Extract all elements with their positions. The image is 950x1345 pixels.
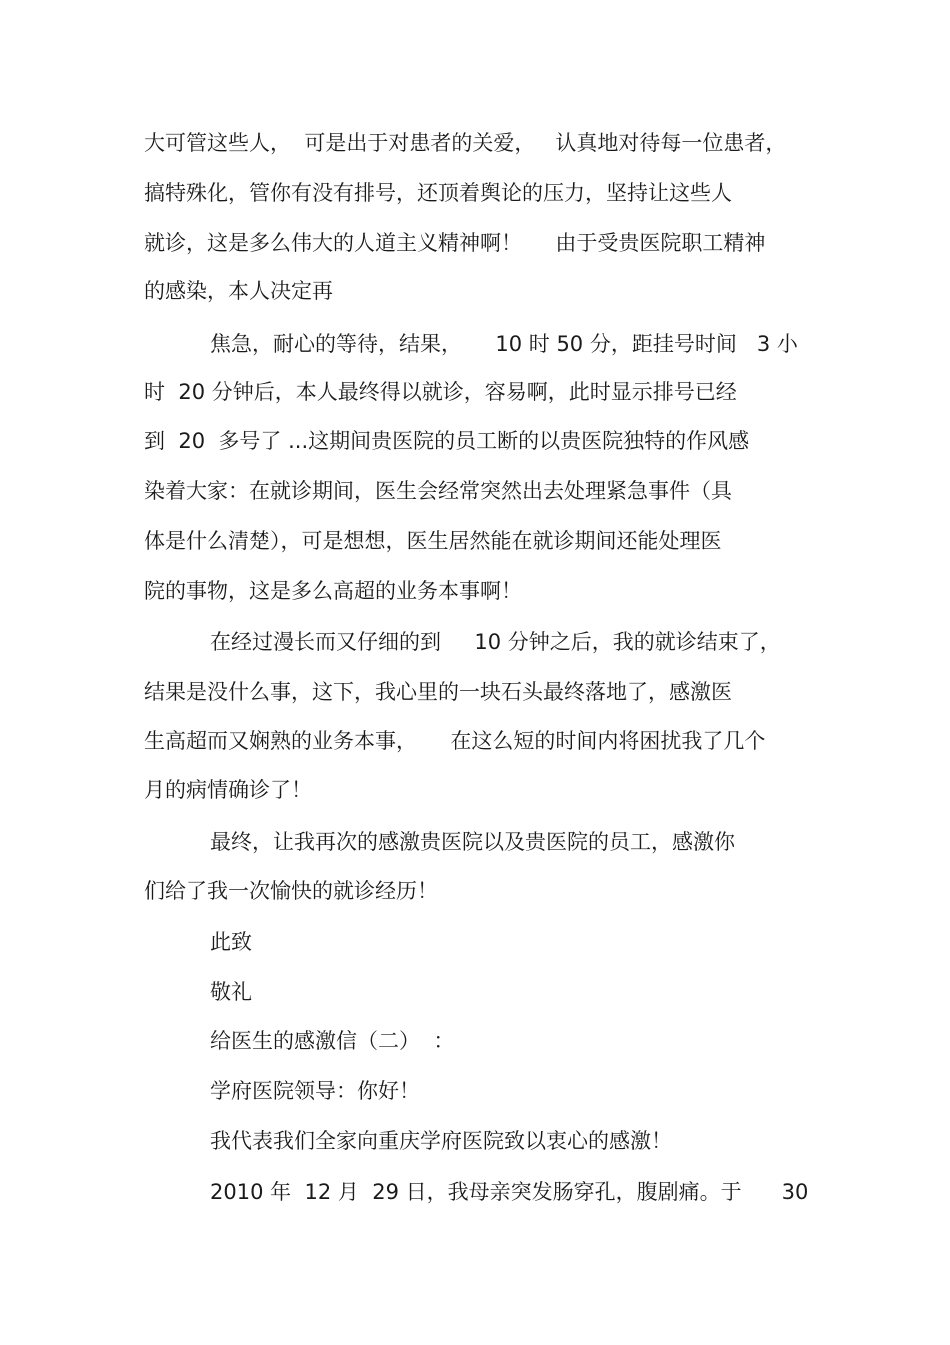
text-line: 们给了我一次愉快的就诊经历！ bbox=[144, 879, 438, 903]
text-line: 学府医院领导：你好！ bbox=[210, 1079, 420, 1103]
text-line: 此致 bbox=[210, 930, 252, 954]
text-line: 体是什么清楚），可是想想，医生居然能在就诊期间还能处理医 bbox=[144, 529, 722, 553]
text-line: 到 20 多号了 ...这期间贵医院的员工断的以贵医院独特的作风感 bbox=[144, 429, 750, 453]
text-line: 敬礼 bbox=[210, 980, 252, 1004]
text-line: 就诊，这是多么伟大的人道主义精神啊！ 由于受贵医院职工精神 bbox=[144, 231, 766, 255]
text-line: 大可管这些人， 可是出于对患者的关爱， 认真地对待每一位患者， bbox=[144, 131, 787, 155]
text-line: 院的事物，这是多么高超的业务本事啊！ bbox=[144, 579, 522, 603]
text-line: 生高超而又娴熟的业务本事， 在这么短的时间内将困扰我了几个 bbox=[144, 729, 766, 753]
text-line: 我代表我们全家向重庆学府医院致以衷心的感激！ bbox=[210, 1129, 672, 1153]
text-line: 月的病情确诊了！ bbox=[144, 778, 312, 802]
text-line: 染着大家：在就诊期间，医生会经常突然出去处理紧急事件（具 bbox=[144, 479, 732, 503]
text-line: 结果是没什么事，这下，我心里的一块石头最终落地了，感激医 bbox=[144, 680, 732, 704]
text-line: 时 20 分钟后，本人最终得以就诊，容易啊，此时显示排号已经 bbox=[144, 380, 737, 404]
text-line: 给医生的感激信（二） ： bbox=[210, 1029, 455, 1053]
text-line: 搞特殊化，管你有没有排号，还顶着舆论的压力，坚持让这些人 bbox=[144, 181, 732, 205]
text-line: 2010 年 12 月 29 日，我母亲突发肠穿孔，腹剧痛。于 30 bbox=[210, 1180, 809, 1204]
text-line: 的感染，本人决定再 bbox=[144, 279, 333, 303]
text-line: 最终，让我再次的感激贵医院以及贵医院的员工，感激你 bbox=[210, 830, 735, 854]
text-line: 在经过漫长而又仔细的到 10 分钟之后，我的就诊结束了， bbox=[210, 630, 781, 654]
text-line: 焦急，耐心的等待，结果， 10 时 50 分，距挂号时间 3 小 bbox=[210, 332, 798, 356]
